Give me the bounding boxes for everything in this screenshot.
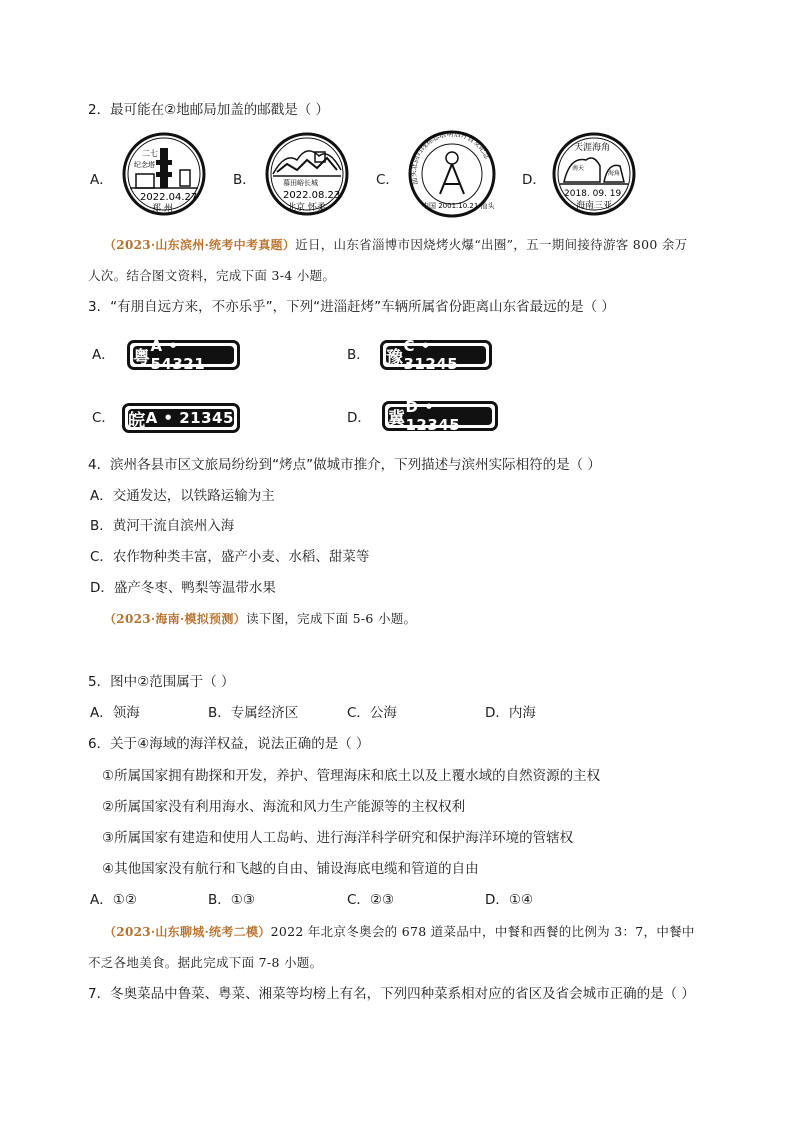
q2-option-c-label[interactable]: C． bbox=[376, 172, 399, 188]
plate-c-number: A • 21345 bbox=[145, 409, 234, 427]
q5-option-d[interactable]: D．内海 bbox=[485, 705, 536, 721]
q6-option-a[interactable]: A．①② bbox=[90, 892, 137, 908]
q4-stem: 4．滨州各县市区文旅局纷纷到“烤点”做城市推介，下列描述与滨州实际相符的是（ ） bbox=[88, 457, 601, 473]
stamp-a-top-text: 二七 bbox=[142, 149, 158, 158]
q4-option-b[interactable]: B．黄河干流自滨州入海 bbox=[90, 518, 235, 534]
plate-b[interactable] bbox=[380, 337, 492, 373]
plate-b-number: C • 31245 bbox=[403, 337, 459, 373]
stamp-d-left-text: 南天 bbox=[572, 165, 585, 172]
stamp-d-date: 2018. 09. 19 bbox=[564, 189, 622, 199]
q7-stem: 7．冬奥菜品中鲁菜、粤菜、湘菜等均榜上有名，下列四种菜系相对应的省区及省会城市正确的是（ ） bbox=[88, 986, 695, 1002]
stamp-d-right-text: 海角 bbox=[608, 170, 621, 177]
stamp-c-ring-path: 汕头北回归线标志塔明信片首发纪念 bbox=[409, 130, 492, 186]
plate-a[interactable] bbox=[127, 337, 240, 373]
q3-option-d-label[interactable]: D． bbox=[347, 410, 371, 426]
stamp-d-city: 海南三亚 bbox=[576, 201, 613, 211]
plate-c-province: 皖 bbox=[128, 410, 146, 431]
q6-stem: 6．关于④海域的海洋权益，说法正确的是（ ） bbox=[88, 736, 370, 752]
q6-option-c[interactable]: C．②③ bbox=[347, 892, 395, 908]
q6-statement-4: ④其他国家没有航行和飞越的自由、铺设海底电缆和管道的自由 bbox=[102, 861, 479, 877]
q3-option-c-label[interactable]: C． bbox=[92, 410, 115, 426]
q2-option-b-label[interactable]: B． bbox=[233, 172, 256, 188]
stamp-b-top-text: 慕田峪长城 bbox=[283, 179, 318, 187]
stamp-b-city: 北京 怀柔 bbox=[287, 203, 326, 213]
q3-stem: 3．“有朋自远方来，不亦乐乎”，下列“进淄赶烤”车辆所属省份距离山东省最远的是（ ） bbox=[88, 299, 615, 315]
q5-stem: 5．图中②范围属于（ ） bbox=[88, 674, 235, 690]
q5-option-c[interactable]: C．公海 bbox=[347, 705, 397, 721]
q6-statement-3: ③所属国家有建造和使用人工岛屿、进行海洋科学研究和保护海洋环境的管辖权 bbox=[102, 830, 574, 846]
q4-option-d[interactable]: D．盛产冬枣、鸭梨等温带水果 bbox=[90, 580, 276, 596]
q6-option-b[interactable]: B．①③ bbox=[208, 892, 255, 908]
stamp-b-date: 2022.08.23 bbox=[283, 190, 341, 201]
intro-3-4 bbox=[104, 235, 687, 255]
plate-c[interactable] bbox=[122, 403, 240, 433]
intro-5-6-text: 读下图，完成下面 5-6 小题。 bbox=[245, 611, 417, 626]
intro-5-6-source: （2023·海南·模拟预测） bbox=[104, 612, 246, 626]
q5-option-a[interactable]: A．领海 bbox=[90, 705, 140, 721]
stamp-d-top-text: 天涯海角 bbox=[574, 143, 611, 153]
plate-b-province: 豫 bbox=[386, 347, 404, 368]
q4-option-c[interactable]: C．农作物种类丰富，盛产小麦、水稻、甜菜等 bbox=[90, 549, 370, 565]
q4-option-a[interactable]: A．交通发达，以铁路运输为主 bbox=[90, 488, 275, 504]
stamp-c-date: 中国 2001.10.21 汕头 bbox=[422, 202, 495, 210]
postmark-a-icon[interactable] bbox=[120, 130, 208, 218]
plate-d-number: D • 12345 bbox=[405, 398, 461, 434]
postmark-c-icon[interactable] bbox=[406, 128, 498, 220]
intro-7-8 bbox=[104, 922, 695, 942]
intro-7-8-text-1: 2022 年北京冬奥会的 678 道菜品中，中餐和西餐的比例为 3：7，中餐中 bbox=[270, 924, 695, 939]
stamp-a-date: 2022.04.27 bbox=[140, 192, 198, 203]
stamp-a-city: 郑 州 bbox=[152, 204, 173, 214]
intro-7-8-source: （2023·山东聊城·统考二模） bbox=[104, 925, 271, 939]
q2-stem: 2．最可能在②地邮局加盖的邮戳是（ ） bbox=[88, 102, 329, 118]
q5-option-b[interactable]: B．专属经济区 bbox=[208, 705, 299, 721]
q2-option-d-label[interactable]: D． bbox=[522, 172, 546, 188]
intro-3-4-text-2: 人次。结合图文资料，完成下面 3-4 小题。 bbox=[88, 268, 336, 283]
q6-option-d[interactable]: D．①④ bbox=[485, 892, 534, 908]
intro-3-4-text-1: 近日，山东省淄博市因烧烤火爆“出圈”，五一期间接待游客 800 余万 bbox=[295, 237, 688, 252]
stamp-a-mid-text: 纪念塔 bbox=[134, 161, 155, 169]
plate-a-province: 粤 bbox=[133, 347, 151, 368]
q2-option-a-label[interactable]: A． bbox=[90, 172, 113, 188]
intro-3-4-source: （2023·山东滨州·统考中考真题） bbox=[104, 238, 296, 252]
intro-5-6 bbox=[104, 609, 416, 629]
plate-a-number: A • 54321 bbox=[150, 337, 206, 373]
q3-option-b-label[interactable]: B． bbox=[347, 347, 370, 363]
q6-statement-1: ①所属国家拥有勘探和开发，养护、管理海床和底土以及上覆水域的自然资源的主权 bbox=[102, 768, 601, 784]
intro-7-8-text-2: 不乏各地美食。据此完成下面 7-8 小题。 bbox=[88, 955, 323, 970]
plate-d[interactable] bbox=[382, 398, 498, 434]
q3-option-a-label[interactable]: A． bbox=[92, 347, 115, 363]
stamp-c-ring-text bbox=[409, 129, 493, 186]
postmark-d-icon[interactable] bbox=[550, 130, 638, 218]
postmark-b-icon[interactable] bbox=[263, 130, 351, 218]
q6-statement-2: ②所属国家没有利用海水、海流和风力生产能源等的主权权利 bbox=[102, 799, 466, 815]
plate-d-province: 冀 bbox=[388, 408, 406, 429]
